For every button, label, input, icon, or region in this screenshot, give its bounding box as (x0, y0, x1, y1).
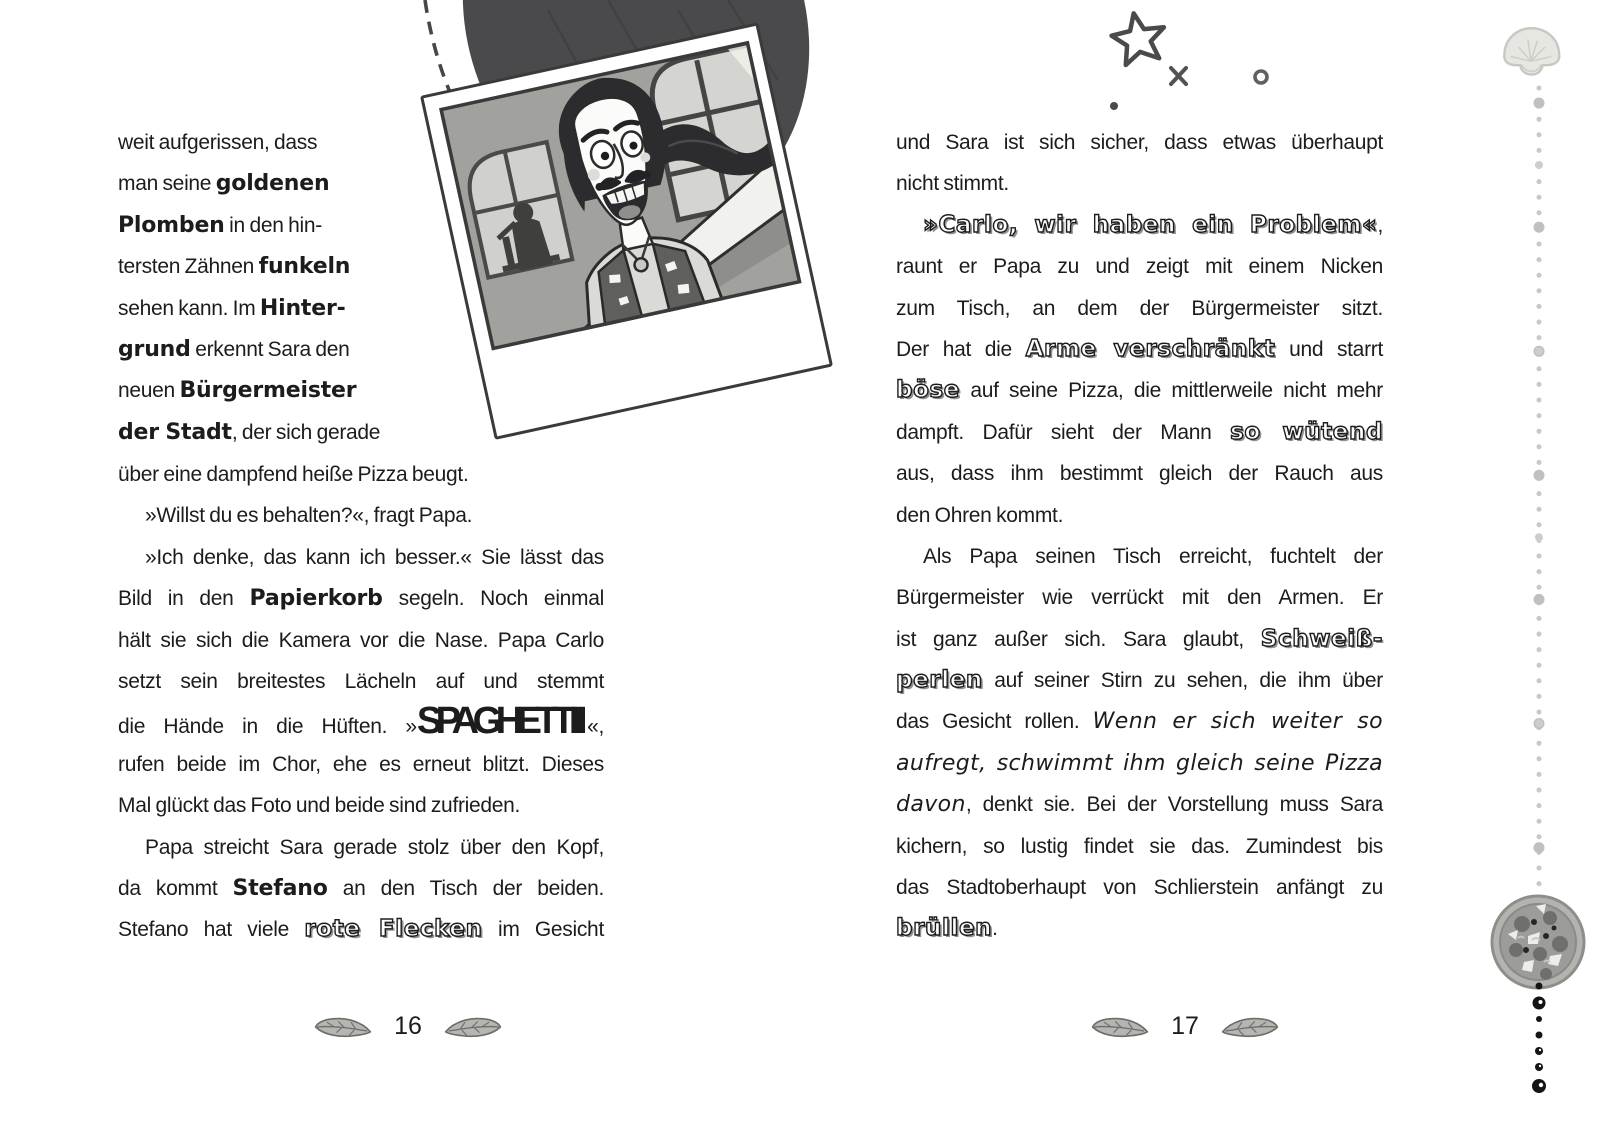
text-segment: Stefano hat viele (118, 918, 305, 942)
text-segment: Plomben (118, 212, 225, 238)
text-segment: Arme verschränkt (1025, 335, 1276, 362)
polaroid-photo (420, 22, 833, 440)
text-segment: Mal glückt das Foto und beide sind zufrieden. (118, 794, 521, 818)
papa-carlo-portrait (439, 41, 802, 351)
text-line (118, 827, 604, 868)
text-segment: »Carlo, wir haben ein Problem« (923, 211, 1378, 238)
text-segment: böse (896, 377, 960, 404)
mushroom-slice-icon (1498, 22, 1564, 80)
text-line (118, 205, 420, 246)
text-line (118, 868, 604, 909)
text-segment: Papierkorb (249, 586, 383, 612)
text-segment: weit aufgerissen, dass (118, 131, 318, 154)
text-segment: goldenen (215, 171, 330, 197)
text-segment: aus, dass ihm bestimmt gleich der Rauch aus (896, 462, 1383, 486)
text-line (896, 288, 1383, 329)
text-segment: segeln. Noch einmal (382, 587, 604, 611)
pendant (633, 257, 648, 272)
text-line (118, 744, 604, 785)
left-page-text-narrow (118, 122, 420, 453)
text-line (118, 163, 420, 204)
text-segment: rote Flecken (304, 916, 483, 943)
text-segment: dampft. Dafür sieht der Mann (896, 420, 1231, 444)
text-line (896, 701, 1383, 742)
text-line (118, 454, 604, 495)
text-segment: erkennt Sara den (190, 337, 350, 361)
text-line (118, 661, 604, 702)
text-segment: , der sich gerade (231, 420, 381, 444)
text-segment: Stefano (232, 875, 328, 901)
text-line (896, 784, 1383, 825)
text-segment: sehen kann. Im (118, 296, 260, 320)
text-segment: grund (118, 336, 191, 362)
page-number-left: 16 (394, 1012, 422, 1040)
text-line (118, 495, 604, 536)
text-segment: Bürgermeister wie verrückt mit den Armen. Er (896, 586, 1383, 610)
text-line (896, 867, 1383, 908)
text-segment: rufen beide im Chor, ehe es erneut blitzt. Dieses (118, 752, 604, 776)
text-line (896, 619, 1383, 660)
dotted-margin-line (1528, 80, 1550, 900)
text-line (118, 785, 604, 826)
text-segment: in den hin- (224, 213, 322, 237)
text-segment: auf seiner Stirn zu sehen, die ihm über (982, 669, 1383, 693)
text-segment: das Gesicht rollen. (896, 710, 1093, 734)
text-line (896, 329, 1383, 370)
text-segment: an den Tisch der beiden. (327, 876, 604, 900)
star-doodle (1109, 9, 1168, 66)
text-line (896, 826, 1383, 867)
pizza-illustration (1488, 892, 1588, 992)
dot-doodle (1110, 102, 1118, 110)
text-line (118, 329, 420, 370)
text-segment: «, (587, 715, 604, 739)
text-segment: der Stadt (118, 419, 232, 445)
text-segment: zum Tisch, an dem der Bürgermeister sitzt. (896, 296, 1383, 320)
text-line (118, 702, 604, 743)
right-page-text (896, 122, 1383, 950)
text-line (118, 909, 604, 950)
text-segment: auf seine Pizza, die mittlerweile nicht mehr (959, 379, 1383, 403)
text-segment: hält sie sich die Kamera vor die Nase. Papa Carlo (118, 628, 604, 652)
text-segment: neuen (118, 379, 180, 403)
text-segment: über eine dampfend heiße Pizza beugt. (118, 463, 469, 486)
text-segment: kichern, so lustig findet sie das. Zumindest bis (896, 834, 1383, 858)
text-segment: man seine (118, 172, 216, 196)
page-number-right: 17 (1171, 1012, 1199, 1040)
text-segment: ist ganz außer sich. Sara glaubt, (896, 627, 1261, 651)
text-segment: , (1377, 213, 1383, 237)
text-segment: die Hände in die Hüften. » (118, 715, 417, 739)
text-line (896, 246, 1383, 287)
text-segment: Bild in den (118, 587, 250, 611)
text-segment: Hinter- (259, 295, 346, 321)
text-segment: und Sara ist sich sicher, dass etwas überhaupt (896, 131, 1383, 154)
text-segment: Als Papa seinen Tisch erreicht, fuchtelt der (923, 544, 1383, 568)
text-line (896, 577, 1383, 618)
text-segment: Papa streicht Sara gerade stolz über den Kopf, (145, 835, 604, 859)
text-line (118, 620, 604, 661)
x-doodle (1171, 68, 1186, 84)
text-segment: tersten Zähnen (118, 255, 259, 279)
text-segment: da kommt (118, 876, 233, 900)
text-line (118, 246, 420, 287)
footer-right (1045, 1012, 1325, 1041)
circle-doodle (1255, 71, 1267, 83)
text-segment: Schweiß- (1260, 625, 1383, 652)
text-line (896, 908, 1383, 949)
text-line (896, 495, 1383, 536)
text-line (896, 370, 1383, 411)
left-page-text (118, 454, 604, 951)
text-segment: das Stadtoberhaupt von Schlierstein anfängt zu (896, 876, 1383, 900)
text-segment: Wenn er sich weiter so (1092, 709, 1383, 735)
basil-leaf-icon (314, 1015, 372, 1039)
text-line (118, 412, 420, 453)
text-line (896, 412, 1383, 453)
text-segment: den Ohren kommt. (896, 503, 1064, 527)
text-line (118, 537, 604, 578)
text-segment: »Ich denke, das kann ich besser.« Sie lässt das (145, 545, 604, 569)
text-line (896, 743, 1383, 784)
text-segment: nicht stimmt. (896, 172, 1009, 196)
text-line (896, 660, 1383, 701)
text-segment: aufregt, schwimmt ihm gleich seine Pizza (896, 750, 1383, 776)
basil-leaf-icon (444, 1015, 502, 1039)
text-segment: raunt er Papa zu und zeigt mit einem Nicken (896, 255, 1383, 279)
text-line (896, 536, 1383, 577)
text-segment: , denkt sie. Bei der Vorstellung muss Sara (965, 793, 1383, 817)
text-segment: funkeln (258, 254, 351, 280)
text-line (896, 453, 1383, 494)
text-segment: setzt sein breitestes Lächeln auf und stemmt (118, 669, 604, 693)
basil-leaf-icon (1091, 1015, 1149, 1039)
text-line (118, 578, 604, 619)
text-segment: Der hat die (896, 337, 1026, 361)
dotted-margin-line-dark (1528, 980, 1550, 1100)
text-line (896, 163, 1383, 204)
footer-left (268, 1012, 548, 1041)
text-segment: »Willst du es behalten?«, fragt Papa. (145, 504, 473, 528)
text-segment: davon (896, 792, 966, 818)
basil-leaf-icon (1221, 1015, 1279, 1039)
text-line (118, 370, 420, 411)
text-segment: im Gesicht (482, 918, 604, 942)
text-line (896, 122, 1383, 163)
text-line (118, 288, 420, 329)
text-segment: brüllen (896, 915, 993, 942)
text-line (896, 205, 1383, 246)
text-segment: so wütend (1230, 418, 1384, 445)
text-line (118, 122, 420, 163)
text-segment: Bürgermeister (179, 378, 357, 404)
text-segment: perlen (896, 667, 983, 694)
text-segment: SPAGHETTIII (416, 700, 582, 743)
doodle-group (1095, 5, 1295, 120)
text-segment: . (992, 917, 998, 941)
text-segment: und starrt (1275, 337, 1383, 361)
